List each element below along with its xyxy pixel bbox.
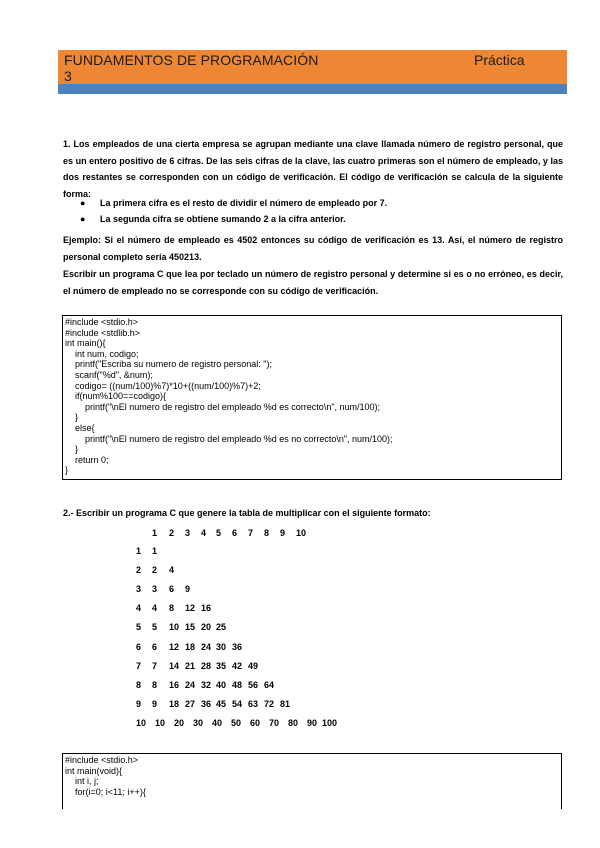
- table-cell: 3: [152, 584, 158, 595]
- table-cell: 70: [269, 717, 280, 728]
- table-cell: 10: [296, 528, 307, 538]
- table-cell: 6: [136, 641, 142, 652]
- table-cell: 1: [152, 528, 158, 538]
- table-cell: 10: [155, 717, 166, 728]
- table-cell: 9: [280, 528, 286, 538]
- table-cell: 14: [169, 660, 180, 671]
- table-cell: 28: [201, 660, 212, 671]
- table-cell: 8: [136, 679, 142, 690]
- exercise1-intro: 1. Los empleados de una cierta empresa se agrupan mediante una clave llamada número de registro personal, que es un entero positivo de 6 cifras. De las seis cifras de la clave, las cuatro primeras son el número de empleado, y las dos restantes se corresponden con un código de verificación. El código de verificación se calcula de la siguiente forma:: [63, 139, 563, 199]
- exercise2-code-block: [62, 753, 562, 809]
- table-cell: 60: [250, 717, 261, 728]
- table-cell: 20: [201, 622, 212, 633]
- table-cell: 4: [136, 603, 142, 614]
- code-line: printf("\nEl numero de registro del empleado %d es no correcto\n", num/100);: [65, 433, 393, 444]
- table-cell: 5: [136, 622, 142, 633]
- code-line: int num, codigo;: [65, 348, 139, 359]
- bullet-icon: ●: [80, 198, 86, 208]
- table-cell: 8: [264, 528, 270, 538]
- code-line: int main(void){: [65, 765, 123, 776]
- code-line: if(num%100==codigo){: [65, 391, 167, 402]
- code-line: int main(){: [65, 338, 106, 349]
- table-cell: 3: [136, 584, 142, 595]
- exercise1-bullet: [80, 198, 387, 208]
- table-cell: 20: [174, 717, 185, 728]
- table-cell: 24: [201, 641, 212, 652]
- table-cell: 7: [136, 660, 142, 671]
- table-cell: 9: [152, 698, 158, 709]
- exercise1-task: Escribir un programa C que lea por teclado un número de registro personal y determine si es o no erróneo, es decir, el número de empleado no se corresponde con su código de verificación.: [63, 269, 563, 296]
- code-line: }: [65, 444, 79, 455]
- table-cell: 100: [322, 717, 338, 728]
- table-cell: 10: [136, 717, 147, 728]
- bullet-text: La primera cifra es el resto de dividir el número de empleado por 7.: [100, 198, 388, 208]
- table-cell: 32: [201, 679, 212, 690]
- table-cell: 12: [169, 641, 180, 652]
- table-cell: 10: [169, 622, 180, 633]
- page-header: [58, 50, 567, 84]
- table-cell: 24: [185, 679, 196, 690]
- table-cell: 6: [169, 584, 175, 595]
- table-cell: 9: [136, 698, 142, 709]
- code-line: scanf("%d", &num);: [65, 369, 153, 380]
- table-cell: 25: [216, 622, 227, 633]
- table-cell: 7: [152, 660, 158, 671]
- table-cell: 49: [248, 660, 259, 671]
- table-cell: 8: [152, 679, 158, 690]
- table-cell: 45: [216, 698, 227, 709]
- table-cell: 50: [231, 717, 242, 728]
- exercise2-task: 2.- Escribir un programa C que genere la tabla de multiplicar con el siguiente formato:: [63, 508, 431, 518]
- practice-number: 3: [64, 68, 72, 84]
- code-line: }: [65, 465, 69, 476]
- table-cell: 40: [216, 679, 227, 690]
- table-cell: 5: [152, 622, 158, 633]
- code-line: }: [65, 412, 79, 423]
- table-cell: 5: [216, 528, 222, 538]
- course-title: FUNDAMENTOS DE PROGRAMACIÓN: [64, 52, 319, 68]
- table-cell: 1: [152, 546, 158, 556]
- table-cell: 6: [152, 641, 158, 652]
- table-cell: 8: [169, 603, 175, 614]
- code-line: printf("Escriba su numero de registro personal: ");: [65, 359, 272, 370]
- table-cell: 36: [232, 641, 243, 652]
- code-line: else{: [65, 422, 95, 433]
- exercise1-code-block: [62, 315, 562, 480]
- table-cell: 12: [185, 603, 196, 614]
- table-cell: 40: [212, 717, 223, 728]
- table-cell: 1: [136, 546, 142, 556]
- table-cell: 4: [152, 603, 158, 614]
- table-cell: 2: [152, 565, 158, 576]
- code-line: #include <stdio.h>: [65, 317, 139, 327]
- code-line: return 0;: [65, 454, 109, 465]
- code-line: #include <stdlib.h>: [65, 327, 141, 338]
- table-cell: 18: [169, 698, 180, 709]
- table-cell: 4: [169, 565, 175, 576]
- table-cell: 2: [169, 528, 175, 538]
- code-line: printf("\nEl numero de registro del empleado %d es correcto\n", num/100);: [65, 401, 381, 412]
- table-cell: 64: [264, 679, 275, 690]
- table-cell: 15: [185, 622, 196, 633]
- table-cell: 30: [193, 717, 204, 728]
- table-cell: 63: [248, 698, 259, 709]
- table-cell: 27: [185, 698, 196, 709]
- table-cell: 7: [248, 528, 254, 538]
- table-cell: 2: [136, 565, 142, 576]
- table-cell: 42: [232, 660, 243, 671]
- table-cell: 9: [185, 584, 191, 595]
- table-cell: 56: [248, 679, 259, 690]
- table-cell: 48: [232, 679, 243, 690]
- table-cell: 30: [216, 641, 227, 652]
- code-line: for(i=0; i<11; i++){: [65, 786, 146, 797]
- exercise1-bullet: [80, 214, 346, 224]
- table-cell: 18: [185, 641, 196, 652]
- table-cell: 21: [185, 660, 196, 671]
- table-cell: 16: [201, 603, 212, 614]
- table-cell: 35: [216, 660, 227, 671]
- table-cell: 80: [288, 717, 299, 728]
- table-cell: 4: [201, 528, 207, 538]
- table-cell: 90: [307, 717, 318, 728]
- table-cell: 81: [280, 698, 291, 709]
- table-cell: 6: [232, 528, 238, 538]
- bullet-text: La segunda cifra se obtiene sumando 2 a la cifra anterior.: [100, 214, 346, 224]
- table-cell: 3: [185, 528, 191, 538]
- header-accent-bar: [58, 84, 567, 94]
- table-cell: 36: [201, 698, 212, 709]
- practice-label: Práctica: [474, 52, 525, 68]
- exercise1-example: Ejemplo: Si el número de empleado es 4502 entonces su código de verificación es 13. Así, el número de registro personal completo sería 450213.: [63, 235, 563, 262]
- table-cell: 72: [264, 698, 275, 709]
- table-cell: 16: [169, 679, 180, 690]
- code-line: codigo= ((num/100)%7)*10+((num/100)%7)+2;: [65, 380, 261, 391]
- table-cell: 54: [232, 698, 243, 709]
- code-line: #include <stdio.h>: [65, 755, 139, 765]
- code-line: int i, j;: [65, 776, 99, 787]
- bullet-icon: ●: [80, 214, 86, 224]
